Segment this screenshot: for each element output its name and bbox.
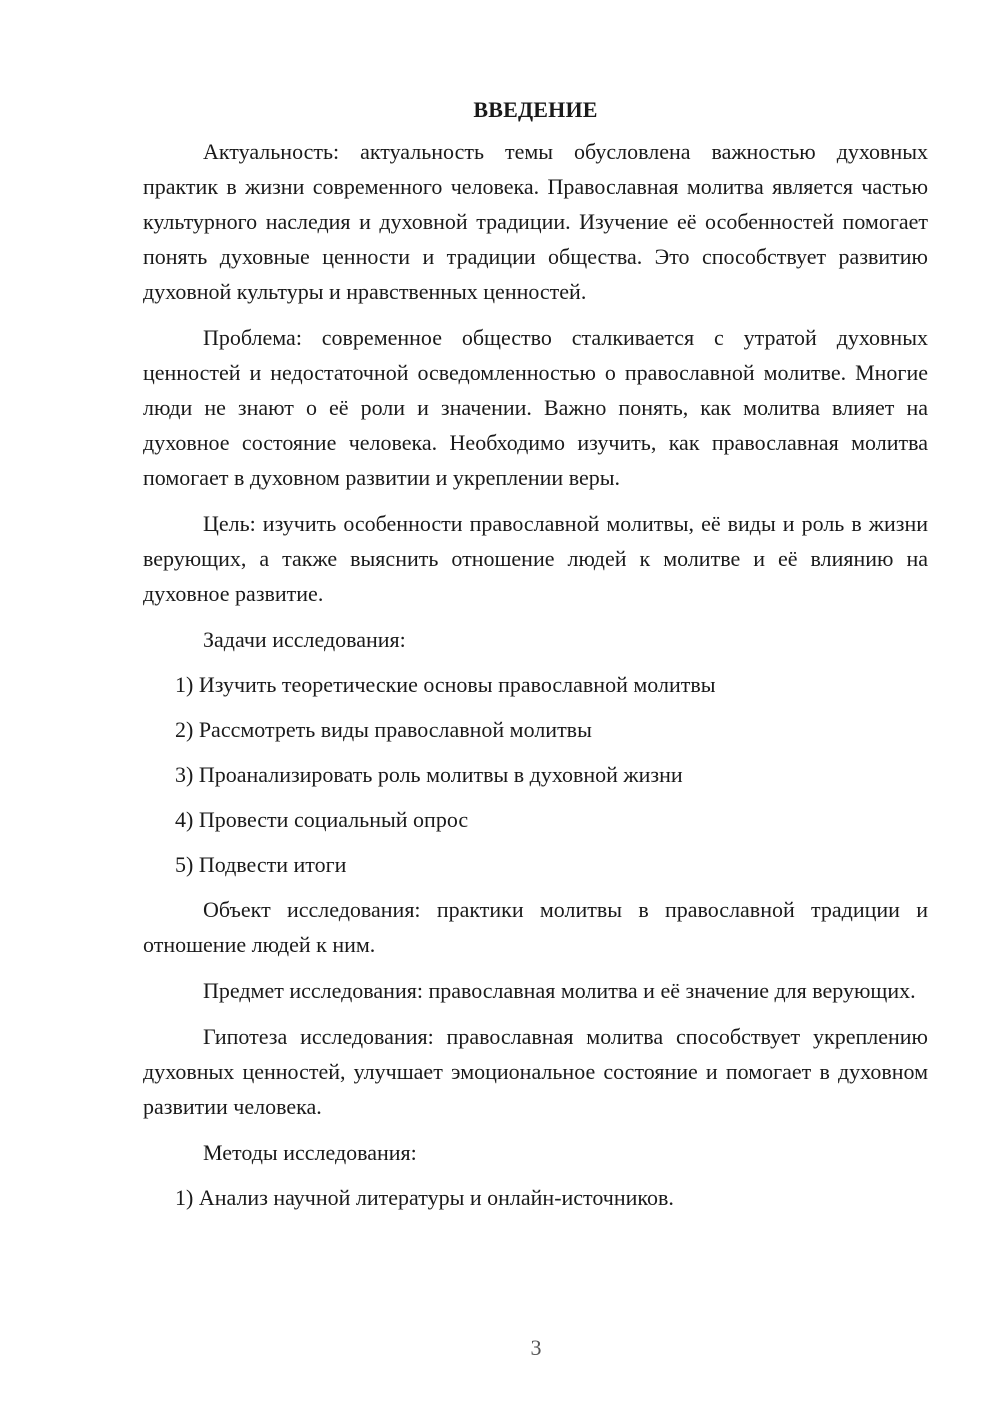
task-item-4: 4) Провести социальный опрос bbox=[175, 807, 469, 832]
document-page bbox=[143, 96, 928, 1215]
paragraph-object: Объект исследования: практики молитвы в православной традиции и отношение людей к ним. bbox=[143, 897, 928, 957]
methods-heading: Методы исследования: bbox=[203, 1140, 417, 1165]
method-item-1: 1) Анализ научной литературы и онлайн-источников. bbox=[175, 1185, 674, 1210]
task-item-1: 1) Изучить теоретические основы православной молитвы bbox=[175, 672, 716, 697]
paragraph-problem: Проблема: современное общество сталкивается с утратой духовных ценностей и недостаточной осведомленностью о православной молитве. Многие люди не знают о её роли и значении. Важно понять, как молитва влияет на духовное состояние человека. Необходимо изучить, как православная молитва помогает в духовном развитии и укреплении веры. bbox=[143, 325, 928, 490]
task-item-2: 2) Рассмотреть виды православной молитвы bbox=[175, 717, 592, 742]
paragraph-goal: Цель: изучить особенности православной молитвы, её виды и роль в жизни верующих, а также выяснить отношение людей к молитве и её влиянию на духовное развитие. bbox=[143, 511, 928, 606]
task-item-3: 3) Проанализировать роль молитвы в духовной жизни bbox=[175, 762, 683, 787]
task-item-5: 5) Подвести итоги bbox=[175, 852, 347, 877]
paragraph-relevance: Актуальность: актуальность темы обусловлена важностью духовных практик в жизни современного человека. Православная молитва является частью культурного наследия и духовной традиции. Изучение её особенностей помогает понять духовные ценности и традиции общества. Это способствует развитию духовной культуры и нравственных ценностей. bbox=[143, 139, 928, 304]
section-title: ВВЕДЕНИЕ bbox=[473, 97, 598, 122]
page-number: 3 bbox=[530, 1335, 542, 1360]
paragraph-hypothesis: Гипотеза исследования: православная молитва способствует укреплению духовных ценностей, улучшает эмоциональное состояние и помогает в духовном развитии человека. bbox=[143, 1024, 928, 1119]
tasks-heading: Задачи исследования: bbox=[203, 627, 406, 652]
paragraph-subject: Предмет исследования: православная молитва и её значение для верующих. bbox=[203, 978, 916, 1003]
